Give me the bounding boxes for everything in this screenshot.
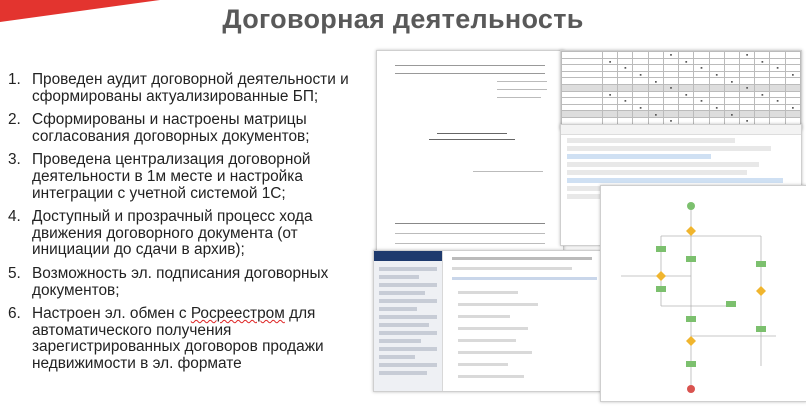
list-item — [8, 209, 364, 259]
item-text-part: Настроен эл. обмен с — [32, 305, 191, 323]
page-title: Договорная деятельность — [222, 4, 584, 34]
item-number: 2. — [8, 111, 21, 129]
achievements-list — [8, 72, 364, 380]
approval-matrix-thumbnail — [560, 50, 802, 130]
item-text: Сформированы и настроены матрицы согласования договорных документов; — [32, 111, 310, 145]
item-text: Проведен аудит договорной деятельности и сформированы актуализированные БП; — [32, 71, 349, 105]
item-number: 3. — [8, 151, 21, 169]
list-item — [8, 72, 364, 105]
list-item — [8, 152, 364, 202]
item-number: 4. — [8, 208, 21, 226]
rosreestr-term: Росреестром — [190, 305, 285, 323]
app-sidebar — [374, 251, 443, 391]
item-text: Возможность эл. подписания договорных документов; — [32, 264, 329, 299]
process-flowchart-thumbnail — [600, 185, 806, 402]
item-number: 1. — [8, 71, 21, 88]
item-text — [32, 306, 364, 372]
list-item — [8, 266, 364, 299]
item-number: 5. — [8, 264, 21, 282]
document-system-thumbnail — [373, 250, 607, 392]
item-number: 6. — [8, 305, 21, 323]
item-text: Доступный и прозрачный процесс хода движения договорного документа (от инициации до сдачи в архив); — [32, 208, 313, 259]
list-item — [8, 112, 364, 145]
item-text-part: для автоматического получения зарегистрированных договоров продажи недвижимости в эл. формате — [32, 305, 324, 372]
list-item — [8, 306, 364, 372]
regulation-document-thumbnail — [376, 50, 564, 262]
item-text: Проведена централизация договорной деятельности в 1м месте и настройка интеграции с учетной системой 1С; — [32, 151, 311, 202]
